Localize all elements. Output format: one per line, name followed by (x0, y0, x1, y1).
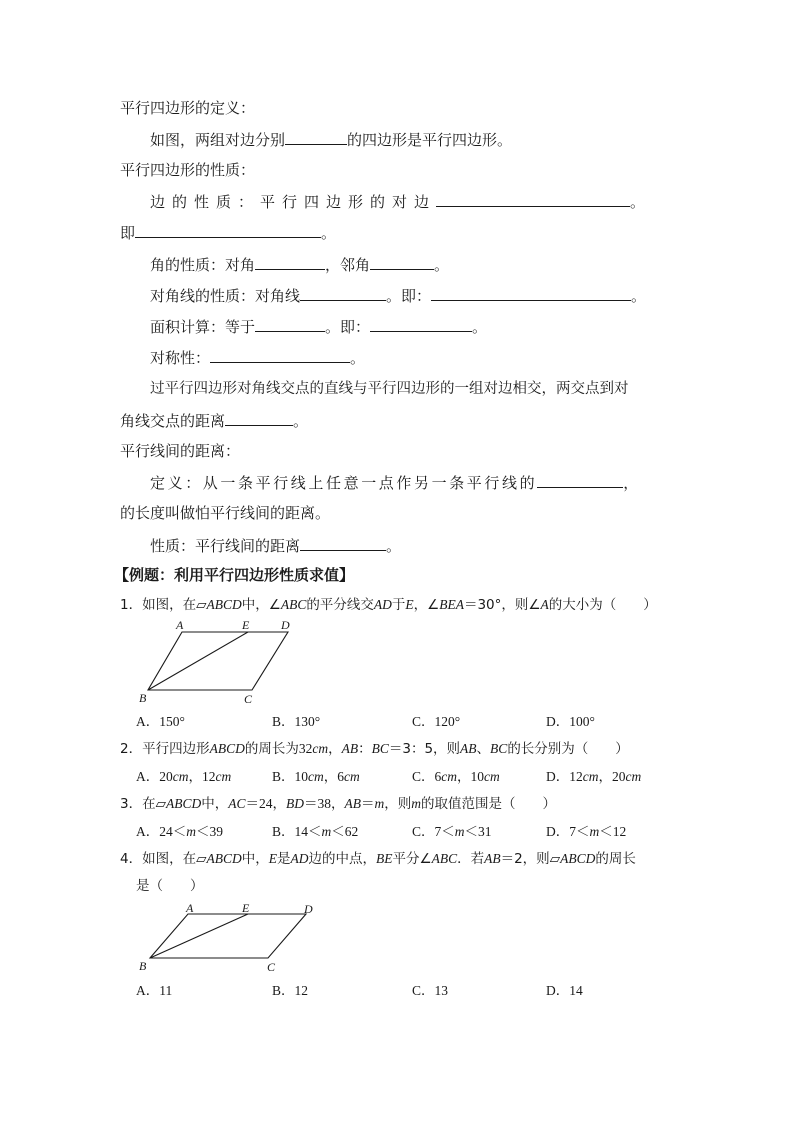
q2-a-u2: cm (215, 769, 232, 784)
q1-option-b[interactable]: B．130° (272, 714, 321, 729)
diagonal-text-c: 。 (631, 287, 647, 305)
angle-text-b: ，邻角 (325, 256, 371, 274)
angle-text-c: 。 (434, 256, 450, 274)
q2-d-v2: 20 (612, 769, 626, 784)
q4-label-e: E (242, 901, 250, 915)
question-2 (120, 739, 629, 759)
diagonal-blank[interactable] (300, 285, 386, 301)
question-4 (120, 849, 636, 869)
parallelogram-symbol: ▱ (196, 597, 207, 613)
q2-t7: ： (358, 741, 372, 757)
distance-definition-line-2: 的长度叫做怕平行线间的距离。 (120, 504, 331, 522)
diagonal-ji-blank[interactable] (431, 285, 631, 301)
q2-c-v1: 6 (434, 769, 442, 784)
distance-title: 平行线间的距离： (120, 442, 241, 460)
question-4-line-2: 是（ ） (136, 878, 204, 894)
q4-label-a: A (186, 901, 194, 915)
q1-label-b: B (139, 691, 147, 705)
q2-perimeter: 32 (298, 741, 313, 756)
diagonal-property-line (150, 285, 646, 306)
angle-text-a: 角的性质：对角 (150, 256, 256, 274)
q3-b-l: B．14＜ (272, 824, 322, 839)
q4-option-d[interactable]: D．14 (546, 983, 583, 998)
q2-d-letter: D． (546, 769, 570, 784)
q2-ab2: AB (460, 741, 477, 756)
parallelogram-symbol: ▱ (549, 851, 561, 867)
q3-t4: ＝24， (245, 796, 286, 811)
q3-bd: BD (286, 796, 304, 811)
ji-label: 即 (120, 224, 136, 242)
q4-be: BE (375, 851, 393, 866)
distance-definition-text: 定义：从一条平行线上任意一点作另一条平行线的 (150, 474, 538, 492)
q2-d-u1: cm (582, 769, 599, 784)
distance-property-blank[interactable] (300, 535, 386, 551)
question-3 (120, 794, 556, 814)
q2-abcd: ABCD (209, 741, 245, 756)
q3-c-r: ＜31 (464, 824, 492, 839)
q2-a-v2: 12 (202, 769, 216, 784)
q4-ab: AB (484, 851, 501, 866)
q1-t12: 的大小为（ ） (548, 597, 657, 613)
q4-ad: AD (290, 851, 309, 866)
q2-option-d[interactable] (546, 767, 641, 787)
q1-e: E (405, 597, 414, 612)
q2-d-v1: 12 (569, 769, 583, 784)
q3-t12: 的取值范围是（ ） (421, 796, 556, 812)
area-ji-blank[interactable] (370, 316, 472, 332)
q1-t2: 中，∠ (241, 597, 281, 613)
q1-bea: BEA (439, 597, 464, 612)
q3-abcd: ABCD (165, 796, 202, 811)
q4-t12: ＝2，则 (500, 851, 550, 867)
q1-parallelogram-shape (148, 632, 288, 690)
q3-option-d[interactable] (546, 822, 626, 842)
definition-text-b: 的四边形是平行四边形。 (347, 131, 513, 149)
q3-d-m: m (589, 824, 600, 839)
q1-label-a: A (176, 618, 184, 632)
q2-t13: 的长分别为（ ） (507, 741, 629, 757)
q2-b-v2: 6 (337, 769, 345, 784)
angle-property-line (150, 254, 449, 275)
q2-c-sep: ， (457, 769, 471, 785)
q3-a-m: m (186, 824, 196, 839)
q4-t4: 是 (276, 851, 291, 867)
q4-t8: 平分∠ (392, 851, 432, 867)
q2-t9: ＝3：5，则 (388, 741, 461, 757)
q4-label-b: B (139, 959, 147, 973)
distance-property-text: 性质：平行线间的距离 (150, 537, 301, 555)
q2-t5: ， (328, 741, 342, 757)
properties-title: 平行四边形的性质： (120, 161, 256, 179)
q4-abcd2: ABCD (560, 851, 596, 866)
definition-title: 平行四边形的定义： (120, 99, 256, 117)
symmetry-line (150, 347, 365, 368)
q2-a-u1: cm (172, 769, 189, 784)
q4-parallelogram-figure (136, 898, 326, 978)
opposite-angle-blank[interactable] (255, 254, 325, 270)
q2-b-sep: ， (323, 769, 338, 785)
q3-m: m (374, 796, 385, 811)
side-property-text: 边的性质：平行四边形的对边 (150, 193, 437, 211)
q4-bisector-be (150, 914, 248, 958)
side-property-ji-line (120, 222, 336, 243)
q3-c-m: m (454, 824, 465, 839)
q1-number: 1．如图，在 (120, 597, 197, 613)
q2-c-u2: cm (484, 769, 500, 784)
q2-c-u1: cm (441, 769, 458, 784)
intersection-line-1: 过平行四边形对角线交点的直线与平行四边形的一组对边相交，两交点到对 (150, 381, 629, 397)
q3-ab: AB (344, 796, 361, 811)
q2-b-u2: cm (344, 769, 360, 784)
distance-property-end: 。 (386, 537, 402, 555)
q1-abcd: ABCD (206, 597, 242, 612)
q2-option-b[interactable] (272, 767, 360, 787)
q2-a-sep: ， (188, 769, 202, 785)
q2-a-v1: 20 (159, 769, 173, 784)
intersection-line-2 (120, 410, 308, 431)
q2-b-letter: B． (272, 769, 295, 784)
q4-label-c: C (267, 960, 276, 974)
side-property-end: 。 (630, 193, 646, 211)
q3-b-r: ＜62 (331, 824, 359, 839)
q3-c-l: C．7＜ (412, 824, 455, 839)
area-blank[interactable] (255, 316, 325, 332)
intersection-text-a: 角线交点的距离 (120, 412, 226, 430)
example-heading: 【例题：利用平行四边形性质求值】 (114, 566, 355, 584)
q4-t10: ．若 (457, 851, 485, 867)
q2-b-v1: 10 (294, 769, 309, 784)
q3-t10: ，则 (384, 796, 412, 812)
definition-blank[interactable] (285, 129, 347, 145)
q1-t4: 的平分线交 (306, 597, 374, 613)
q1-t6: 于 (391, 597, 406, 613)
q2-c-letter: C． (412, 769, 435, 784)
q1-label-c: C (244, 692, 253, 706)
area-text-a: 面积计算：等于 (150, 318, 256, 336)
q4-abcd: ABCD (206, 851, 242, 866)
distance-definition-line (150, 472, 638, 493)
q4-abc: ABC (431, 851, 458, 866)
q2-c-v2: 10 (470, 769, 485, 784)
q1-t10: ＝30°，则∠ (463, 597, 541, 613)
question-1 (120, 595, 657, 615)
q2-b-u1: cm (308, 769, 324, 784)
q3-option-a[interactable] (136, 822, 223, 842)
intersection-text-b: 。 (293, 412, 309, 430)
q3-b-m: m (321, 824, 332, 839)
q4-number: 4．如图，在 (120, 851, 197, 867)
area-text-b: 。即： (325, 318, 371, 336)
q4-e: E (268, 851, 277, 866)
intersection-blank[interactable] (225, 410, 293, 426)
q3-t6: ＝38， (304, 796, 345, 811)
q1-abc: ABC (280, 597, 307, 612)
area-line (150, 316, 487, 337)
q1-option-c[interactable]: C．120° (412, 714, 461, 729)
q2-option-c[interactable] (412, 767, 500, 787)
q1-bisector-be (148, 632, 248, 690)
q4-t6: 边的中点， (308, 851, 376, 867)
q2-a-letter: A． (136, 769, 160, 784)
q3-ac: AC (228, 796, 246, 811)
ji-end: 。 (321, 224, 337, 242)
q2-bc: BC (371, 741, 389, 756)
q2-d-u2: cm (625, 769, 642, 784)
q4-option-c[interactable]: C．13 (412, 983, 449, 998)
q3-option-b[interactable] (272, 822, 358, 842)
q3-d-r: ＜12 (599, 824, 627, 839)
q3-t2: 中， (201, 796, 229, 812)
q2-t11: 、 (476, 741, 491, 757)
q2-option-a[interactable] (136, 767, 231, 787)
q4-parallelogram-shape (150, 914, 306, 958)
q4-t14: 的周长 (595, 851, 636, 867)
q1-a: A (540, 597, 549, 612)
q1-label-d: D (281, 618, 290, 632)
distance-property-line (150, 535, 401, 556)
diagonal-text-a: 对角线的性质：对角线 (150, 287, 301, 305)
symmetry-text-b: 。 (350, 349, 366, 367)
definition-line (150, 129, 512, 150)
side-property-blank[interactable] (436, 191, 630, 207)
q2-bc2: BC (490, 741, 508, 756)
side-property-line (150, 191, 645, 212)
q4-option-a[interactable]: A．11 (136, 983, 173, 998)
q3-t8: ＝ (361, 796, 375, 812)
q3-number: 3．在 (120, 796, 156, 812)
q2-number: 2．平行四边形 (120, 741, 210, 757)
q3-a-r: ＜39 (196, 824, 223, 839)
q4-option-b[interactable]: B．12 (272, 983, 309, 998)
q2-unit: cm (312, 741, 329, 756)
parallelogram-symbol: ▱ (196, 851, 207, 867)
symmetry-blank[interactable] (210, 347, 350, 363)
diagonal-text-b: 。即： (386, 287, 432, 305)
distance-definition-blank[interactable] (537, 472, 623, 488)
q1-t8: ，∠ (413, 597, 440, 613)
q3-m2: m (411, 796, 421, 811)
q1-label-e: E (242, 618, 250, 632)
q4-label-d: D (304, 902, 313, 916)
distance-definition-end: ， (623, 474, 639, 492)
definition-text-a: 如图，两组对边分别 (150, 131, 286, 149)
ji-blank[interactable] (135, 222, 321, 238)
q3-d-l: D．7＜ (546, 824, 590, 839)
q2-d-sep: ， (598, 769, 612, 785)
q1-ad: AD (373, 597, 392, 612)
q3-option-c[interactable] (412, 822, 492, 842)
q1-option-d[interactable]: D．100° (546, 714, 595, 729)
parallelogram-symbol: ▱ (155, 796, 166, 812)
area-text-c: 。 (472, 318, 488, 336)
q3-a-l: A．24＜ (136, 824, 187, 839)
q4-t2: 中， (241, 851, 269, 867)
adjacent-angle-blank[interactable] (370, 254, 434, 270)
q2-ab: AB (341, 741, 359, 756)
q1-option-a[interactable]: A．150° (136, 714, 185, 729)
q2-t2: 的周长为 (244, 741, 299, 757)
symmetry-text-a: 对称性： (150, 349, 211, 367)
q1-parallelogram-figure (136, 616, 296, 708)
